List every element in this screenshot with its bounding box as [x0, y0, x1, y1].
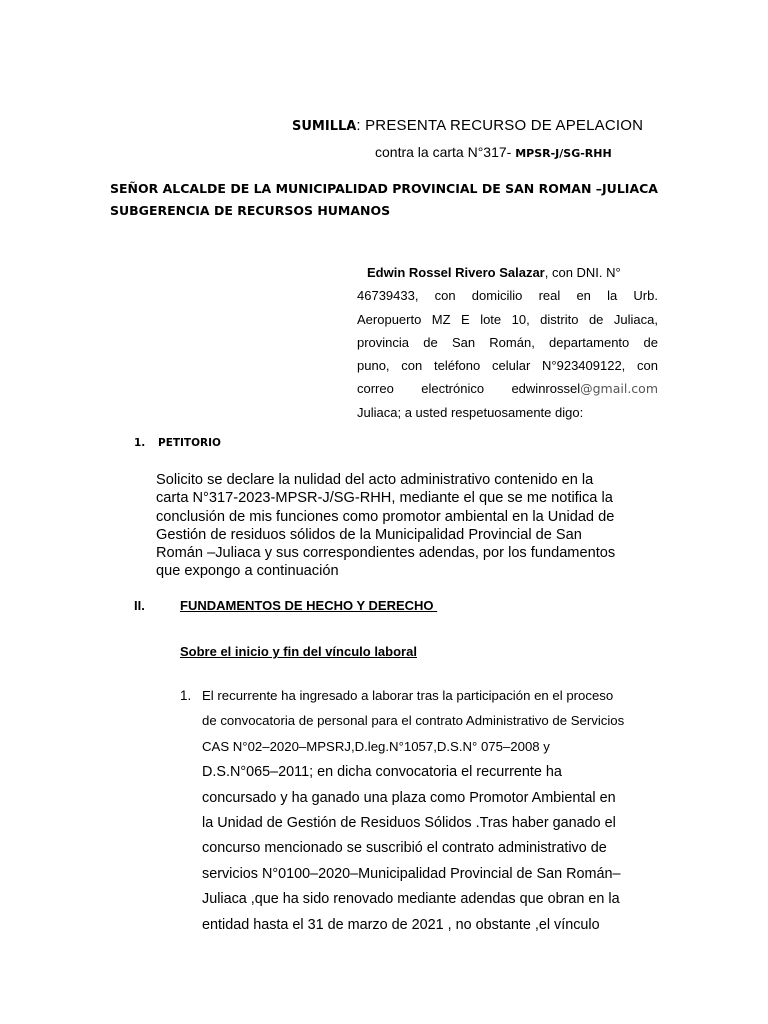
fundamentos-number: II.: [134, 598, 145, 613]
item-line: la Unidad de Gestión de Residuos Sólidos .Tras haber ganado el: [202, 814, 616, 831]
item-line: de convocatoria de personal para el contrato Administrativo de Servicios: [202, 713, 625, 729]
addressee-word: –JULIACA: [595, 181, 658, 196]
addressee-word: MUNICIPALIDAD: [275, 181, 388, 196]
sumilla-colon: :: [356, 117, 366, 134]
applicant-line-1: [357, 264, 658, 287]
fundamentos-title: FUNDAMENTOS DE HECHO Y DERECHO: [180, 598, 438, 613]
item-line: Juliaca ,que ha sido renovado mediante adendas que obran en la: [202, 891, 620, 908]
addressee-word: PROVINCIAL: [392, 181, 478, 196]
sumilla-reference-text: contra la carta N°317-: [375, 144, 516, 160]
addressee-word: SAN: [505, 181, 535, 196]
addressee-word: ALCALDE: [162, 181, 226, 196]
vinculo-subheading: Sobre el inicio y fin del vínculo laboral: [180, 644, 417, 659]
petitorio-line: que expongo a continuación: [156, 563, 339, 580]
item-text: [202, 688, 624, 942]
item-line: servicios N°0100–2020–Municipalidad Provincial de San Román–: [202, 865, 621, 882]
addressee-line-2: SUBGERENCIA DE RECURSOS HUMANOS: [110, 203, 391, 218]
petitorio-line: carta N°317-2023-MPSR-J/SG-RHH, mediante el que se me notifica la: [156, 490, 613, 507]
petitorio-line: Román –Juliaca y sus correspondientes adendas, por los fundamentos: [156, 545, 616, 562]
item-line: entidad hasta el 31 de marzo de 2021 , no obstante ,el vínculo: [202, 916, 600, 933]
addressee-word: ROMAN: [538, 181, 592, 196]
petitorio-number: 1.: [134, 437, 146, 449]
applicant-block: [357, 264, 658, 427]
petitorio-title: PETITORIO: [158, 437, 221, 449]
item-line: concurso mencionado se suscribió el contrato administrativo de: [202, 840, 607, 857]
item-line: concursado y ha ganado una plaza como Promotor Ambiental en: [202, 789, 616, 806]
sumilla-reference-code: MPSR-J/SG-RHH: [515, 147, 612, 160]
item-line: D.S.N°065–2011; en dicha convocatoria el recurrente ha: [202, 764, 562, 781]
applicant-email: edwinrossel@gmail.com: [511, 381, 658, 397]
applicant-line-5: puno, con teléfono celular N°923409122, con: [357, 358, 658, 374]
petitorio-heading: [134, 437, 221, 449]
item-line: CAS N°02–2020–MPSRJ,D.leg.N°1057,D.S.N° 075–2008 y: [202, 738, 550, 754]
sumilla-reference: [375, 144, 612, 162]
sumilla-label: SUMILLA: [292, 119, 357, 134]
applicant-line-2: 46739433, con domicilio real en la Urb.: [357, 288, 658, 304]
addressee-line-1: [110, 181, 658, 196]
applicant-line-3: Aeropuerto MZ E lote 10, distrito de Juliaca,: [357, 311, 658, 327]
applicant-line-4: provincia de San Román, departamento de: [357, 334, 658, 350]
applicant-name: Edwin Rossel Rivero Salazar: [367, 265, 545, 280]
applicant-email-line: correo electrónico edwinrossel@gmail.com: [357, 380, 658, 403]
addressee-word: DE: [230, 181, 250, 196]
applicant-line-7: Juliaca; a usted respetuosamente digo:: [357, 404, 584, 420]
petitorio-paragraph: [156, 471, 676, 581]
item-line: El recurrente ha ingresado a laborar tras la participación en el proceso: [202, 688, 614, 703]
petitorio-line: conclusión de mis funciones como promotor ambiental en la Unidad de: [156, 508, 615, 525]
applicant-dni-label: , con DNI. N°: [544, 265, 621, 280]
sumilla-line: [292, 117, 643, 135]
petitorio-line: Solicito se declare la nulidad del acto administrativo contenido en la: [156, 472, 594, 488]
item-number: 1.: [180, 688, 192, 703]
sumilla-text: PRESENTA RECURSO DE APELACION: [365, 117, 644, 134]
addressee-word: DE: [481, 181, 501, 196]
addressee-word: LA: [253, 181, 272, 196]
petitorio-line: Gestión de residuos sólidos de la Municipalidad Provincial de San: [156, 526, 582, 543]
addressee-word: SEÑOR: [110, 181, 159, 196]
